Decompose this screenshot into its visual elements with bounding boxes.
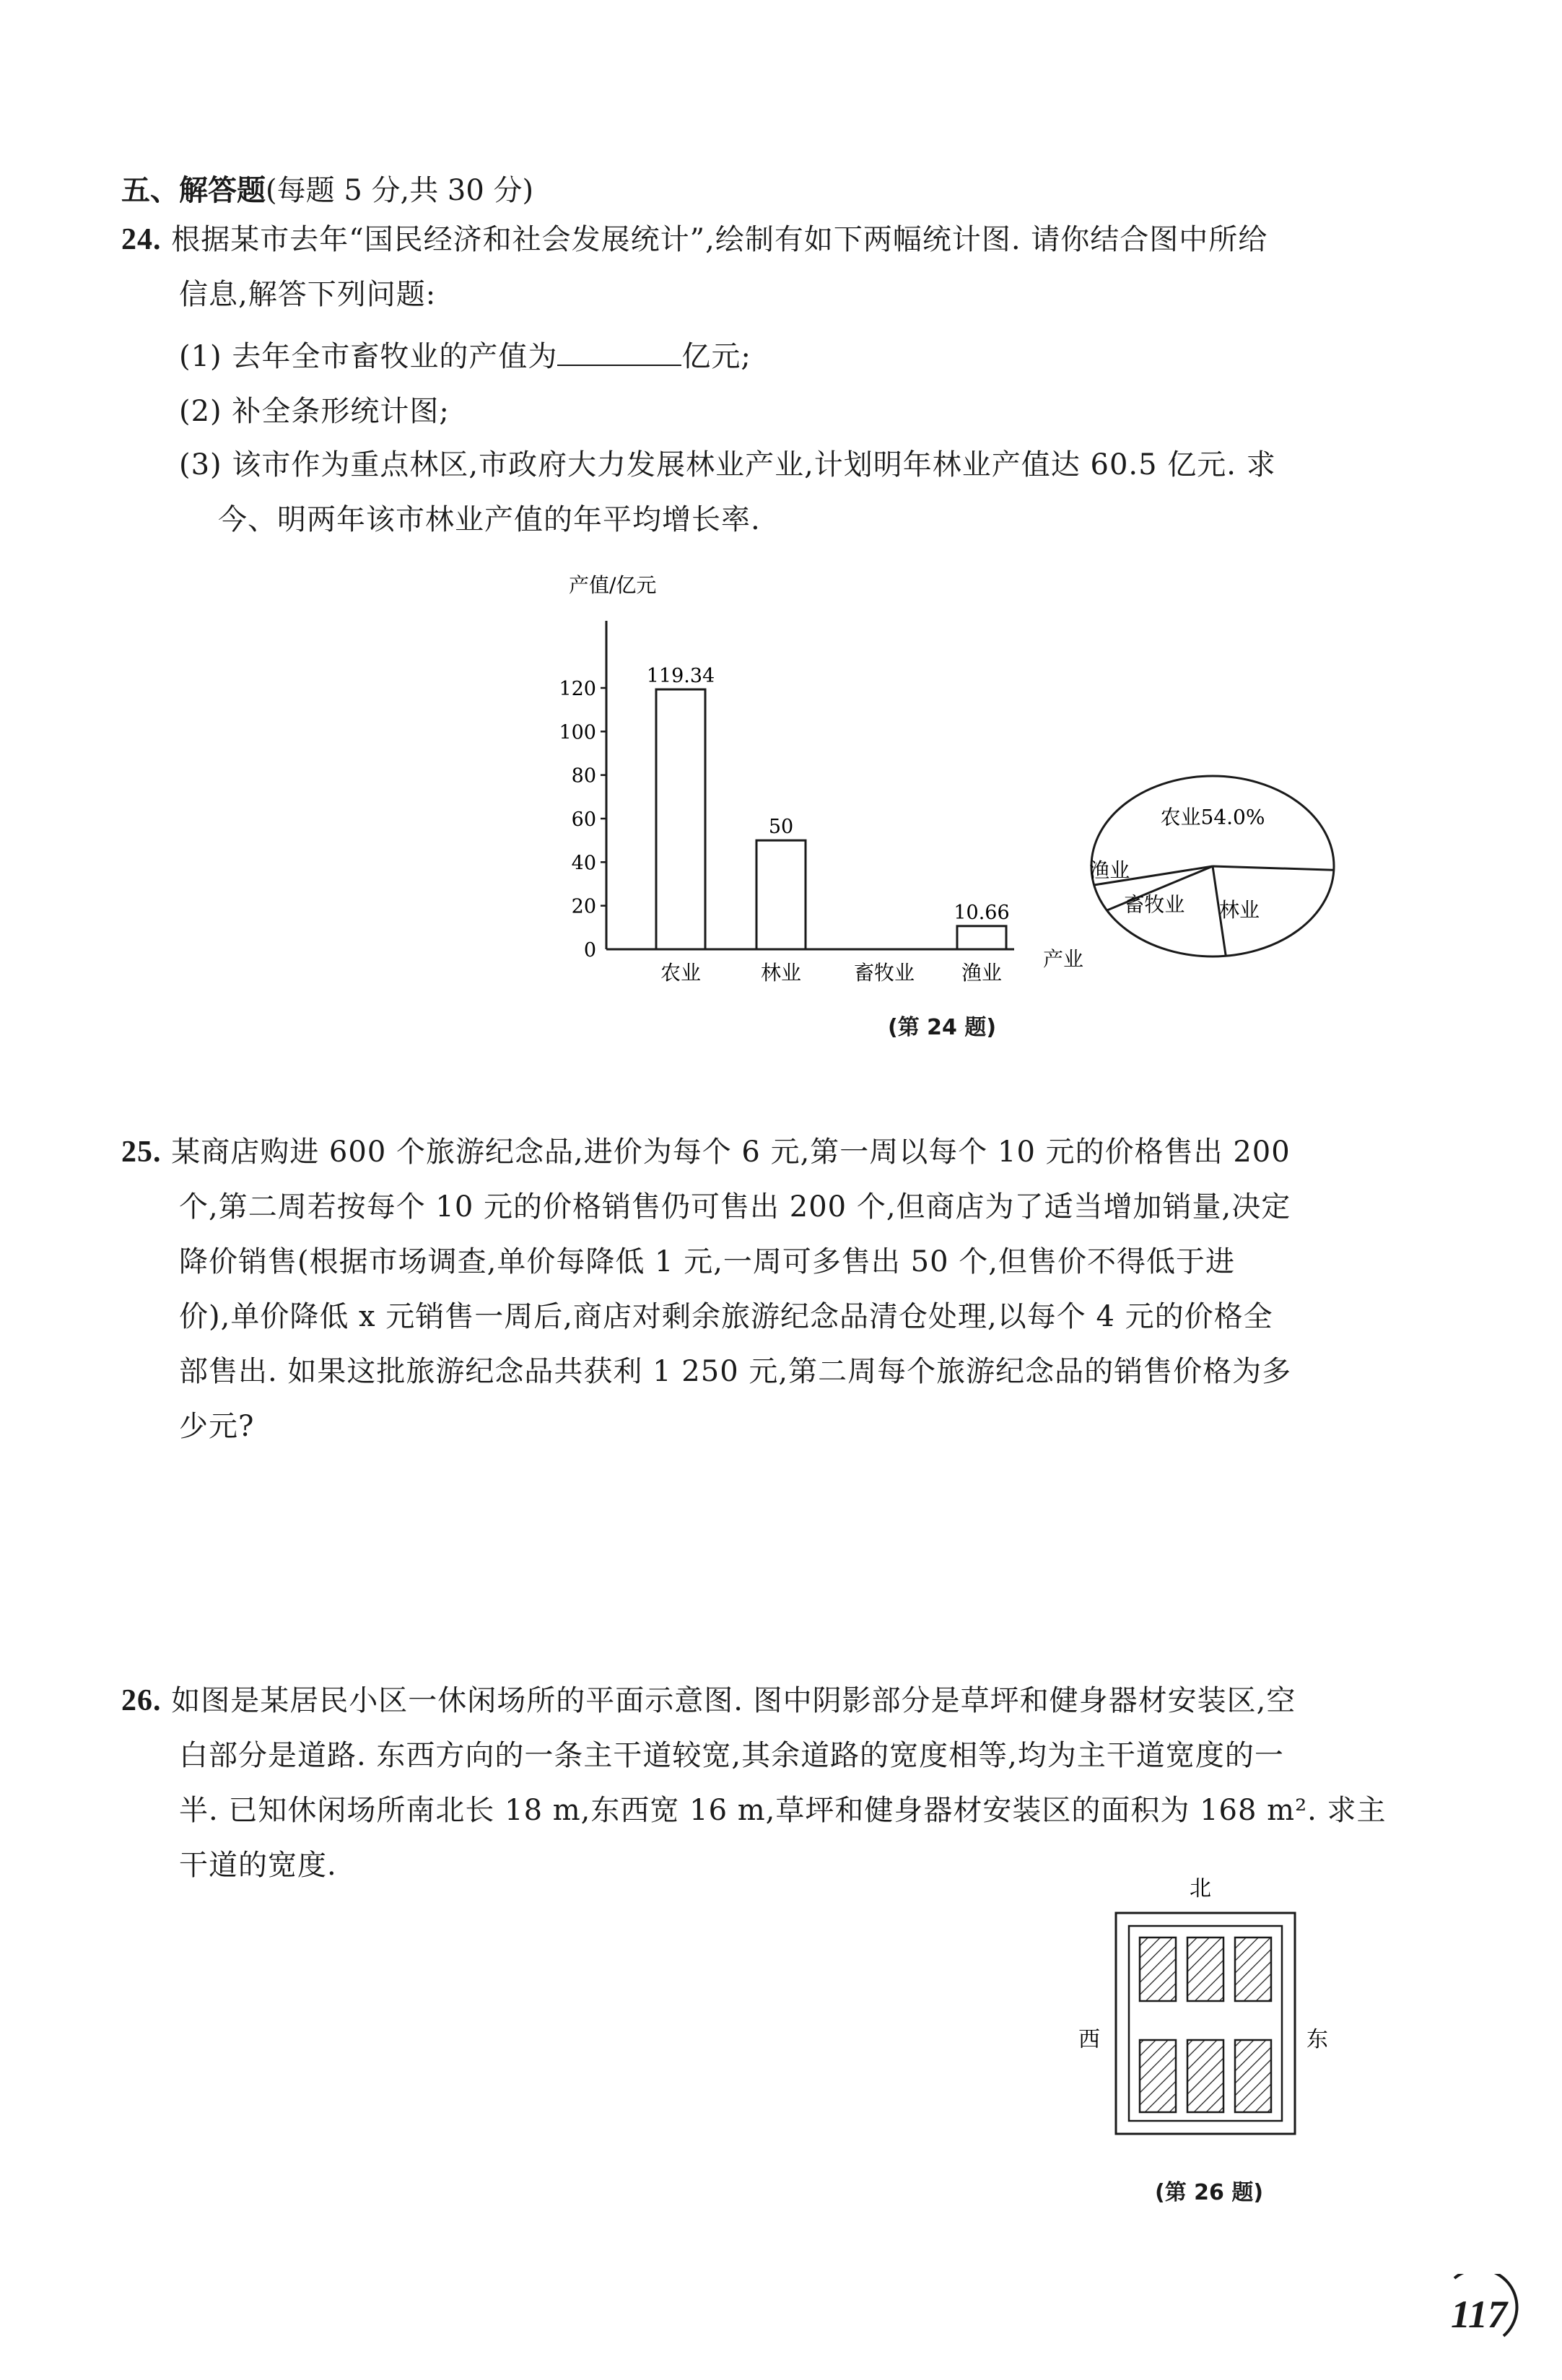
q25-line6: 少元?: [179, 1410, 255, 1443]
q25-line4: 价),单价降低 x 元销售一周后,商店对剩余旅游纪念品清仓处理,以每个 4 元的价格全: [179, 1300, 1273, 1333]
q26-line1: 26. 如图是某居民小区一休闲场所的平面示意图. 图中阴影部分是草坪和健身器材安装区,空: [121, 1684, 1296, 1717]
q25-line2: 个,第二周若按每个 10 元的价格销售仍可售出 200 个,但商店为了适当增加销量,决定: [179, 1190, 1291, 1224]
section-heading: [121, 167, 533, 209]
q25-line3: 降价销售(根据市场调查,单价每降低 1 元,一周可多售出 50 个,但售价不得低于进: [179, 1245, 1235, 1278]
x-tick-label: 渔业: [961, 961, 1003, 985]
q26-caption: (第 26 题): [1155, 2180, 1264, 2205]
q24-part3-line2: 今、明两年该市林业产值的年平均增长率.: [218, 503, 761, 536]
q24-caption: (第 24 题): [888, 1015, 997, 1040]
y-tick-label: 0: [583, 939, 596, 962]
q24-part2: (2) 补全条形统计图;: [179, 395, 450, 428]
north-label: 北: [1190, 1876, 1211, 1901]
bar-value-label: 119.34: [646, 664, 715, 687]
x-tick-label: 畜牧业: [853, 961, 915, 985]
east-label: 东: [1306, 2027, 1328, 2052]
bar-value-label: 10.66: [954, 901, 1010, 924]
q25-line1: 25. 某商店购进 600 个旅游纪念品,进价为每个 6 元,第一周以每个 10 元的价格售出 200: [121, 1135, 1291, 1169]
y-axis-label: 产值/亿元: [569, 573, 657, 597]
y-tick-label: 100: [559, 721, 596, 744]
lawn-area: [1140, 1937, 1176, 2001]
q24-number: 24.: [121, 223, 162, 256]
q26-number: 26.: [121, 1684, 162, 1717]
y-tick-label: 60: [571, 808, 596, 831]
q26-line3: 半. 已知休闲场所南北长 18 m,东西宽 16 m,草坪和健身器材安装区的面积为 168 m². 求主: [179, 1794, 1387, 1827]
page-number: 117: [1451, 2293, 1508, 2336]
lawn-area: [1235, 2040, 1271, 2112]
x-tick-label: 农业: [660, 961, 702, 985]
x-tick-label: 林业: [760, 961, 802, 985]
q24-part1: (1) 去年全市畜牧业的产值为 亿元;: [179, 340, 751, 373]
q25-line5: 部售出. 如果这批旅游纪念品共获利 1 250 元,第二周每个旅游纪念品的销售价格为多: [179, 1355, 1292, 1388]
answer-blank: [557, 340, 681, 366]
y-tick-label: 20: [571, 895, 596, 918]
bar-value-label: 50: [768, 816, 794, 839]
bar: [756, 840, 806, 949]
q25-number: 25.: [121, 1135, 162, 1169]
lawn-area: [1140, 2040, 1176, 2112]
pie-chart: [1083, 758, 1357, 975]
lawn-area: [1187, 1937, 1223, 2001]
section-note: (每题 5 分,共 30 分): [266, 174, 534, 207]
pie-slice-label: 林业: [1218, 898, 1260, 922]
y-tick-label: 120: [559, 678, 596, 700]
q24-part3-line1: (3) 该市作为重点林区,市政府大力发展林业产业,计划明年林业产值达 60.5 亿元. 求: [179, 448, 1276, 481]
pie-slice-label: 渔业: [1089, 858, 1130, 882]
section-title: 五、解答题: [121, 174, 266, 207]
q26-line2: 白部分是道路. 东西方向的一条主干道较宽,其余道路的宽度相等,均为主干道宽度的一: [179, 1739, 1284, 1772]
y-tick-label: 40: [571, 852, 596, 875]
q24-stem-line2: 信息,解答下列问题:: [179, 278, 437, 311]
site-plan-diagram: [1068, 1870, 1343, 2158]
bar: [656, 689, 705, 949]
pie-slice-label: 农业54.0%: [1160, 805, 1265, 829]
q26-line4: 干道的宽度.: [179, 1849, 337, 1882]
pie-slice-label: 畜牧业: [1124, 892, 1185, 917]
west-label: 西: [1078, 2027, 1100, 2052]
bar-chart: [549, 556, 1126, 1003]
lawn-area: [1235, 1937, 1271, 2001]
bar: [957, 926, 1006, 949]
x-axis-label: 产业: [1043, 947, 1084, 971]
q24-stem-line1: 24. 根据某市去年“国民经济和社会发展统计”,绘制有如下两幅统计图. 请你结合图中所给: [121, 223, 1268, 256]
y-tick-label: 80: [571, 764, 596, 788]
lawn-area: [1187, 2040, 1223, 2112]
